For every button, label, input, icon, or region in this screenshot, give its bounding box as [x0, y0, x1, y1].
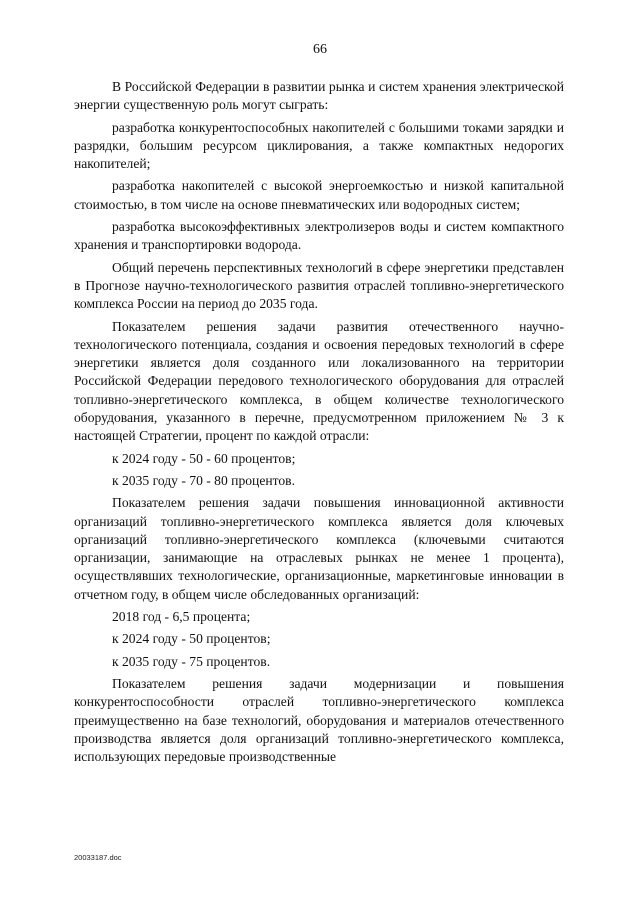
list-item: 2018 год - 6,5 процента; — [112, 609, 251, 625]
paragraph: Показателем решения задачи повышения инновационной активности организаций топливно-энергетического комплекса является доля ключевых организаций топливно-энергетического комплекса (ключевыми считаются организации, занимающие на отраслевых рынках не менее 1 процента), осуществлявших технологические, организационные, маркетинговые инновации в отчетном году, в общем числе обследованных организаций: — [74, 495, 564, 602]
list-item: к 2024 году - 50 процентов; — [112, 631, 271, 647]
paragraph: В Российской Федерации в развитии рынка и систем хранения электрической энергии существенную роль могут сыграть: — [74, 79, 564, 113]
paragraph: разработка высокоэффективных электролизеров воды и систем компактного хранения и транспортировки водорода. — [74, 219, 564, 253]
paragraph: разработка накопителей с высокой энергоемкостью и низкой капитальной стоимостью, в том числе на основе пневматических или водородных систем; — [74, 178, 564, 212]
paragraph: Показателем решения задачи модернизации и повышения конкурентоспособности отраслей топливно-энергетического комплекса преимущественно на базе технологий, оборудования и материалов отечественного производства является доля организаций топливно-энергетического комплекса, использующих передовые производственные — [74, 675, 564, 765]
paragraph: Общий перечень перспективных технологий в сфере энергетики представлен в Прогнозе научно-технологического развития отраслей топливно-энергетического комплекса России на период до 2035 года. — [74, 259, 564, 312]
list-item: к 2035 году - 70 - 80 процентов. — [112, 472, 296, 488]
list-item: к 2035 году - 75 процентов. — [112, 653, 271, 669]
document-body — [74, 78, 564, 770]
page-number: 66 — [313, 42, 327, 57]
paragraph: Показателем решения задачи развития отечественного научно-технологического потенциала, создания и освоения передовых технологий в сфере энергетики является доля созданного или локализованного на территории Российской Федерации передового технологического оборудования для отраслей топливно-энергетического комплекса, в общем количестве технологического оборудования, указанного в перечне, предусмотренном приложением № 3 к настоящей Стратегии, процент по каждой отрасли: — [74, 318, 564, 444]
list-item: к 2024 году - 50 - 60 процентов; — [112, 450, 296, 466]
paragraph: разработка конкурентоспособных накопителей с большими токами зарядки и разрядки, большим ресурсом циклирования, а также компактных недорогих накопителей; — [74, 119, 564, 172]
footer-file-code: 20033187.doc — [74, 853, 122, 862]
